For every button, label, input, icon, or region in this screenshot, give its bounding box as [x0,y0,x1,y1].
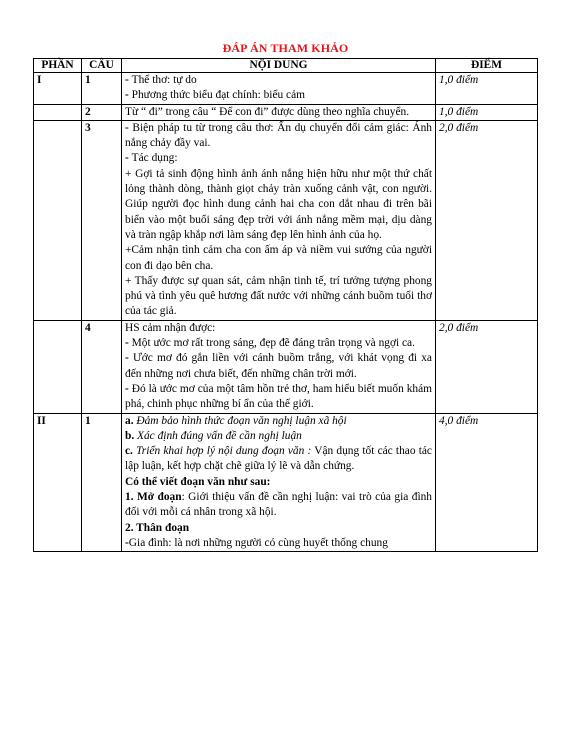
line-text: + Thấy được sự quan sát, cảm nhận tinh tế, trí tưởng tượng phong phú và tình yêu quê hương đất nước với những cánh buồm tuổi thơ của tác giả. [125,274,432,318]
content-line [125,336,432,351]
content-line [125,414,432,429]
table-row [34,120,538,320]
cell-diem: 4,0 điểm [436,413,538,552]
line-italic: Xác định đúng vấn đề cần nghị luận [137,429,302,442]
line-bold: - [125,536,129,549]
content-line [125,105,432,120]
line-bold: - [125,74,132,86]
table-row [34,413,538,552]
content-line [125,351,432,382]
content-line [125,243,432,274]
cell-phan [34,104,82,120]
line-bold: - [125,337,132,350]
header-diem: ĐIỂM [436,59,538,73]
cell-cau: 2 [82,104,122,120]
line-bold: Có thể viết đoạn văn như sau: [125,475,271,488]
cell-noidung [122,73,436,105]
table-row [34,320,538,413]
line-text: Ước mơ đó gắn liền với cánh buồm trắng, với khát vọng đi xa đến những nơi chưa biết, đến những chân trời mới. [125,352,432,380]
line-text: Phương thức biểu đạt chính: biểu cảm [131,89,306,102]
line-italic: Đảm bảo hình thức đoạn văn nghị luận xã hội [136,414,347,427]
cell-diem: 2,0 điểm [436,320,538,413]
line-bold: - [125,352,133,365]
line-text: Tác dụng: [131,152,178,165]
line-text: Gia đình: là nơi những người có cùng huyết thống chung [128,536,388,549]
cell-noidung [122,104,436,120]
line-text: Thể thơ: tự do [131,74,197,86]
cell-phan [34,320,82,413]
cell-phan: I [34,73,82,105]
line-text: Một ước mơ rất trong sáng, đẹp đẽ đáng trân trọng và ngợi ca. [131,337,415,350]
line-bold: - [125,89,132,102]
cell-noidung [122,413,436,552]
content-line [125,167,432,243]
header-row [34,59,538,73]
document-title: ĐÁP ÁN THAM KHẢO [222,41,349,55]
line-text: HS cảm nhận được: [125,321,216,334]
table-row [34,104,538,120]
cell-noidung [122,120,436,320]
line-bold: - [125,121,133,134]
table-row [34,73,538,105]
line-text: + Gợi tả sinh động hình ảnh ánh nắng hiện hữu như một thứ chất lỏng thành dòng, thành giọt chảy tràn xuống cảnh vật, con người. Giúp người đọc hình dung cảnh hai cha con dắt nhau đi trên bãi biển vào một buổi sáng đẹp trời với ánh nắng mềm mại, dịu dàng và tràn ngập khắp nơi làm sáng đẹp lên hình ảnh của họ. [125,167,432,241]
cell-phan [34,120,82,320]
content-line [125,444,432,475]
cell-noidung [122,320,436,413]
line-bold: - [125,382,132,395]
header-cau: CÂU [82,59,122,73]
cell-diem: 2,0 điểm [436,120,538,320]
content-line [125,490,432,521]
content-line [125,121,432,152]
content-line [125,429,432,444]
line-bold: b. [125,429,138,442]
content-line [125,382,432,413]
content-line [125,521,432,536]
content-line [125,274,432,320]
table-body [34,73,538,552]
line-italic: Triển khai hợp lý nội dung đoạn văn : [136,445,312,458]
content-line [125,88,432,103]
cell-phan: II [34,413,82,552]
line-bold: a. [125,414,137,427]
cell-cau: 3 [82,120,122,320]
cell-diem: 1,0 điểm [436,104,538,120]
cell-cau: 1 [82,413,122,552]
line-text: +Cảm nhận tình cảm cha con ấm áp và niềm vui sướng của người con đi dạo bên cha. [125,244,432,272]
line-bold: - [125,152,132,165]
line-text: Biện pháp tu từ trong câu thơ: Ẩn dụ chuyển đổi cảm giác: Ánh nắng chảy đầy vai. [125,121,432,150]
line-text: Từ “ đi” trong câu “ Để con đi” được dùng theo nghĩa chuyển. [125,105,410,118]
content-line [125,151,432,166]
header-phan: PHẦN [34,59,82,73]
line-bold: c. [125,445,137,458]
cell-cau: 4 [82,320,122,413]
content-line [125,73,432,88]
line-bold: 1. Mở đoạn [125,491,182,504]
cell-cau: 1 [82,73,122,105]
line-text: Vận dụng tốt các thao tác lập luận, kết hợp chặt chẽ giữa lý lẽ và dẫn chứng. [125,445,432,473]
line-text: : Giới thiệu vấn đề cần nghị luận: vai trò của gia đình đối với mỗi cá nhân trong xã hội. [125,491,433,519]
line-bold: 2. Thân đoạn [125,521,190,534]
content-line [125,321,432,336]
cell-diem: 1,0 điểm [436,73,538,105]
header-noidung: NỘI DUNG [122,59,436,73]
line-text: Đó là ước mơ của một tâm hồn trẻ thơ, ham hiểu biết muốn khám phá, chinh phục những bí ẩn của thế giới. [125,382,432,411]
content-line [125,475,432,490]
content-line [125,536,432,551]
answer-table [33,58,538,552]
